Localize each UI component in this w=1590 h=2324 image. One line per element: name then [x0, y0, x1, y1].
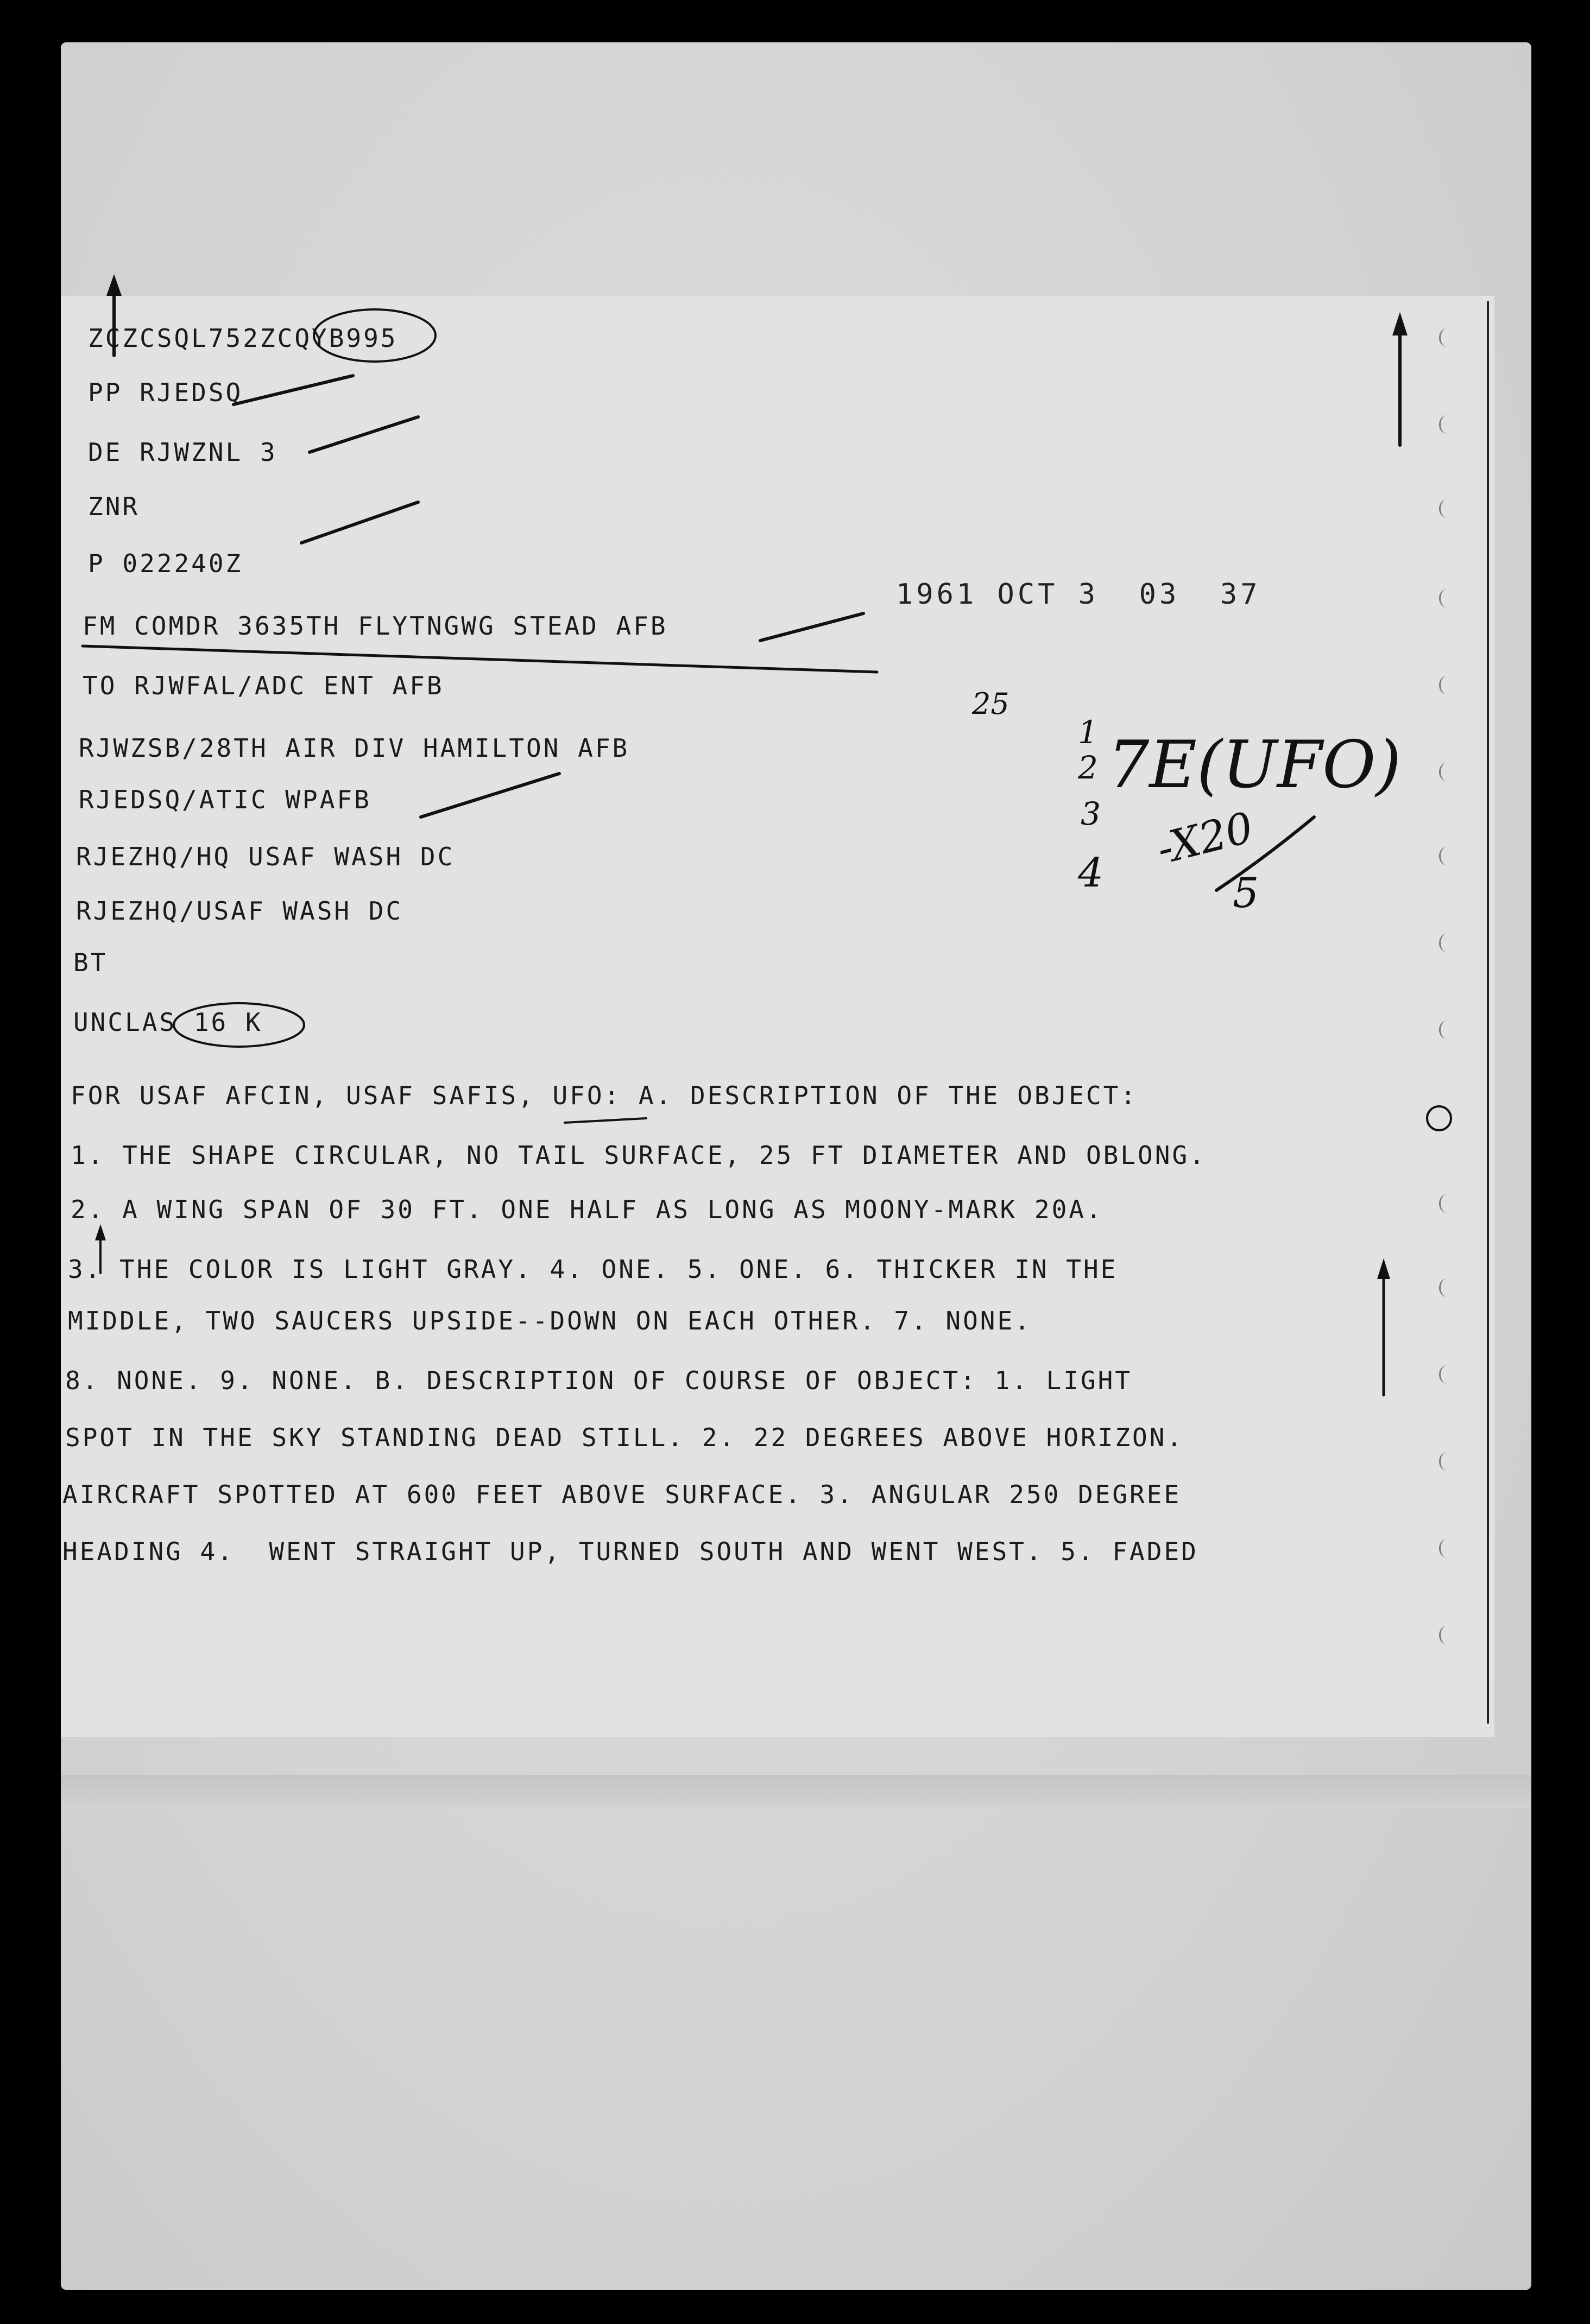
body-line-7: SPOT IN THE SKY STANDING DEAD STILL. 2. 22 DEGREES ABOVE HORIZON. [65, 1423, 1184, 1452]
header-line-routing: ZCZCSQL752ZCQYB995 [88, 324, 398, 353]
body-line-3: 2. A WING SPAN OF 30 FT. ONE HALF AS LONG AS MOONY-MARK 20A. [71, 1195, 1103, 1224]
sprocket-hole [1439, 1626, 1455, 1644]
body-line-5: MIDDLE, TWO SAUCERS UPSIDE--DOWN ON EACH OTHER. 7. NONE. [68, 1306, 1032, 1335]
handwritten-num-1: 1 [1078, 714, 1098, 751]
arrow-head-right-mid [1377, 1258, 1390, 1279]
pen-slash-3 [301, 502, 418, 543]
sprocket-hole [1439, 1278, 1455, 1297]
body-line-4: 3. THE COLOR IS LIGHT GRAY. 4. ONE. 5. ONE. 6. THICKER IN THE [68, 1255, 1118, 1284]
header-line-originator: DE RJWZNL 3 [88, 438, 277, 467]
body-line-2: 1. THE SHAPE CIRCULAR, NO TAIL SURFACE, 25 FT DIAMETER AND OBLONG. [71, 1141, 1207, 1170]
sprocket-hole [1439, 676, 1455, 694]
sprocket-hole [1439, 1194, 1455, 1213]
circled-16k-oval [174, 1003, 304, 1047]
header-line-addressee-5: RJEZHQ/USAF WASH DC [76, 896, 403, 926]
body-line-6: 8. NONE. 9. NONE. B. DESCRIPTION OF COURSE OF OBJECT: 1. LIGHT [65, 1366, 1133, 1395]
pen-slash-atic [421, 774, 559, 817]
arrow-head-left-mid [95, 1224, 106, 1240]
sprocket-hole [1439, 328, 1455, 347]
handwritten-25: 25 [972, 687, 1009, 721]
body-line-9: HEADING 4. WENT STRAIGHT UP, TURNED SOUTH AND WENT WEST. 5. FADED [62, 1537, 1198, 1566]
handwritten-5: 5 [1233, 869, 1259, 917]
header-line-to: TO RJWFAL/ADC ENT AFB [83, 671, 444, 700]
pen-slash-2 [310, 417, 418, 452]
header-line-bt: BT [73, 948, 108, 977]
sprocket-hole [1439, 1021, 1455, 1039]
handwritten-num-2: 2 [1078, 749, 1098, 786]
sprocket-hole [1439, 589, 1455, 607]
pen-slash-1 [234, 376, 353, 404]
handwritten-x20: -X20 [1152, 803, 1258, 875]
sprocket-hole [1439, 1365, 1455, 1384]
sprocket-hole [1439, 847, 1455, 865]
header-line-dtg: P 022240Z [88, 549, 243, 578]
body-line-8: AIRCRAFT SPOTTED AT 600 FEET ABOVE SURFACE. 3. ANGULAR 250 DEGREE [62, 1480, 1182, 1509]
received-date-stamp: 1961 OCT 3 03 37 [896, 578, 1261, 611]
sprocket-hole [1439, 934, 1455, 952]
sprocket-hole [1439, 763, 1455, 781]
header-line-znr: ZNR [88, 492, 140, 521]
circled-code-oval [314, 309, 436, 362]
arrow-head-right-top [1392, 312, 1408, 335]
sprocket-hole [1439, 415, 1455, 434]
sprocket-hole [1439, 499, 1455, 518]
arrow-head-left-top [106, 274, 122, 296]
header-line-addressee-4: RJEZHQ/HQ USAF WASH DC [76, 842, 455, 871]
handwritten-stroke [1216, 817, 1314, 890]
header-line-addressee-2: RJWZSB/28TH AIR DIV HAMILTON AFB [79, 733, 630, 763]
underline-from-line [83, 646, 877, 672]
sprocket-hole [1439, 1452, 1455, 1471]
header-line-precedence: PP RJEDSQ [88, 378, 243, 407]
body-line-1: FOR USAF AFCIN, USAF SAFIS, UFO: A. DESCRIPTION OF THE OBJECT: [71, 1081, 1138, 1110]
punch-hole-circle [1427, 1106, 1451, 1130]
handwritten-num-3: 3 [1081, 795, 1101, 832]
handwritten-num-4: 4 [1078, 850, 1104, 896]
header-line-from: FM COMDR 3635TH FLYTNGWG STEAD AFB [83, 611, 668, 641]
header-line-addressee-3: RJEDSQ/ATIC WPAFB [79, 785, 371, 814]
handwritten-code: 7E(UFO) [1108, 727, 1402, 803]
pen-slash-stamp [760, 613, 863, 641]
sprocket-hole [1439, 1539, 1455, 1557]
underline-ufo [565, 1118, 646, 1123]
header-line-classification: UNCLAS 16 K [73, 1008, 263, 1037]
